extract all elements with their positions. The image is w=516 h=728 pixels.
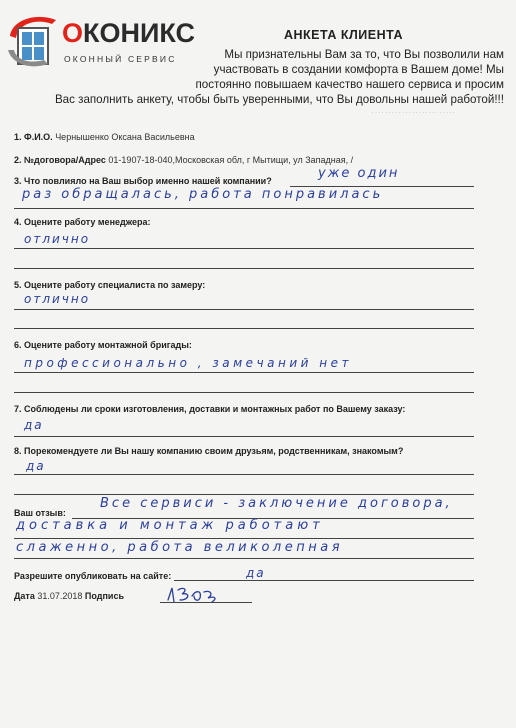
answer-line <box>14 494 474 495</box>
brand-tagline: ОКОННЫЙ СЕРВИС <box>64 54 177 64</box>
answer-line <box>14 248 474 249</box>
publish-answer: да <box>246 566 266 580</box>
answer-line <box>14 328 474 329</box>
q2-label <box>14 155 353 165</box>
q8-answer: да <box>26 459 46 473</box>
q3-answer-1: уже один <box>318 166 400 181</box>
company-logo <box>6 10 206 70</box>
q8-label: 8. Порекомендуете ли Вы нашу компанию своим друзьям, родственникам, знакомым? <box>14 446 404 456</box>
answer-line <box>14 436 474 437</box>
q4-answer: отлично <box>24 232 91 246</box>
intro-line: участвовать в создании комфорта в Вашем доме! Мы <box>213 63 504 76</box>
date-label: Дата <box>14 591 35 601</box>
date-value: 31.07.2018 <box>37 591 83 601</box>
smallprint: . . . . . . . . . . . . . . . . . . . . . . . . . <box>372 109 455 115</box>
answer-line <box>14 474 474 475</box>
q7-answer: да <box>24 418 44 432</box>
intro-closing-line: Вас заполнить анкету, чтобы быть уверенными, что Вы довольны нашей работой!!! <box>54 93 504 106</box>
q2-value: 01-1907-18-040,Московская обл, г Мытищи, ул Западная, / <box>108 155 354 165</box>
publish-label: Разрешите опубликовать на сайте: <box>14 571 172 581</box>
q3-label: 3. Что повлияло на Ваш выбор именно нашей компании? <box>14 176 272 186</box>
intro-line: Мы признательны Вам за то, что Вы позволили нам <box>224 48 504 61</box>
signature-line <box>160 602 252 603</box>
brand-name <box>62 18 195 49</box>
answer-line <box>14 208 474 209</box>
q4-label: 4. Оцените работу менеджера: <box>14 217 151 227</box>
review-label: Ваш отзыв: <box>14 508 66 518</box>
q1-label-text: 1. Ф.И.О. <box>14 132 53 142</box>
answer-line <box>14 372 474 373</box>
q1-label <box>14 132 195 142</box>
answer-line <box>14 392 474 393</box>
date-row <box>14 591 124 601</box>
answer-line <box>14 538 474 539</box>
window-logo-icon <box>6 10 62 70</box>
answer-line <box>174 580 474 581</box>
q3-answer-2: раз обращалась, работа понравилась <box>22 187 384 202</box>
q7-label: 7. Соблюдены ли сроки изготовления, доставки и монтажных работ по Вашему заказу: <box>14 404 406 414</box>
q5-label: 5. Оцените работу специалиста по замеру: <box>14 280 206 290</box>
answer-line <box>14 268 474 269</box>
review-answer-3: слаженно, работа великолепная <box>16 540 344 555</box>
review-answer-1: Все сервиси - заключение договора, <box>100 496 453 511</box>
questionnaire-title: АНКЕТА КЛИЕНТА <box>284 28 403 42</box>
q2-label-text: 2. №договора/Адрес <box>14 155 106 165</box>
q6-answer: профессионально , замечаний нет <box>24 356 352 370</box>
answer-line <box>14 558 474 559</box>
q5-answer: отлично <box>24 292 91 306</box>
brand-name-prefix: О <box>62 18 84 48</box>
intro-text <box>186 47 504 92</box>
q6-label: 6. Оцените работу монтажной бригады: <box>14 340 192 350</box>
brand-name-rest: КОНИКС <box>83 18 196 48</box>
signature-label: Подпись <box>84 591 124 601</box>
review-answer-2: доставка и монтаж работают <box>16 518 324 533</box>
answer-line <box>14 309 474 310</box>
handwritten-signature <box>164 582 224 608</box>
q1-value: Чернышенко Оксана Васильевна <box>55 132 195 142</box>
intro-line: постоянно повышаем качество нашего сервиса и просим <box>195 78 504 91</box>
